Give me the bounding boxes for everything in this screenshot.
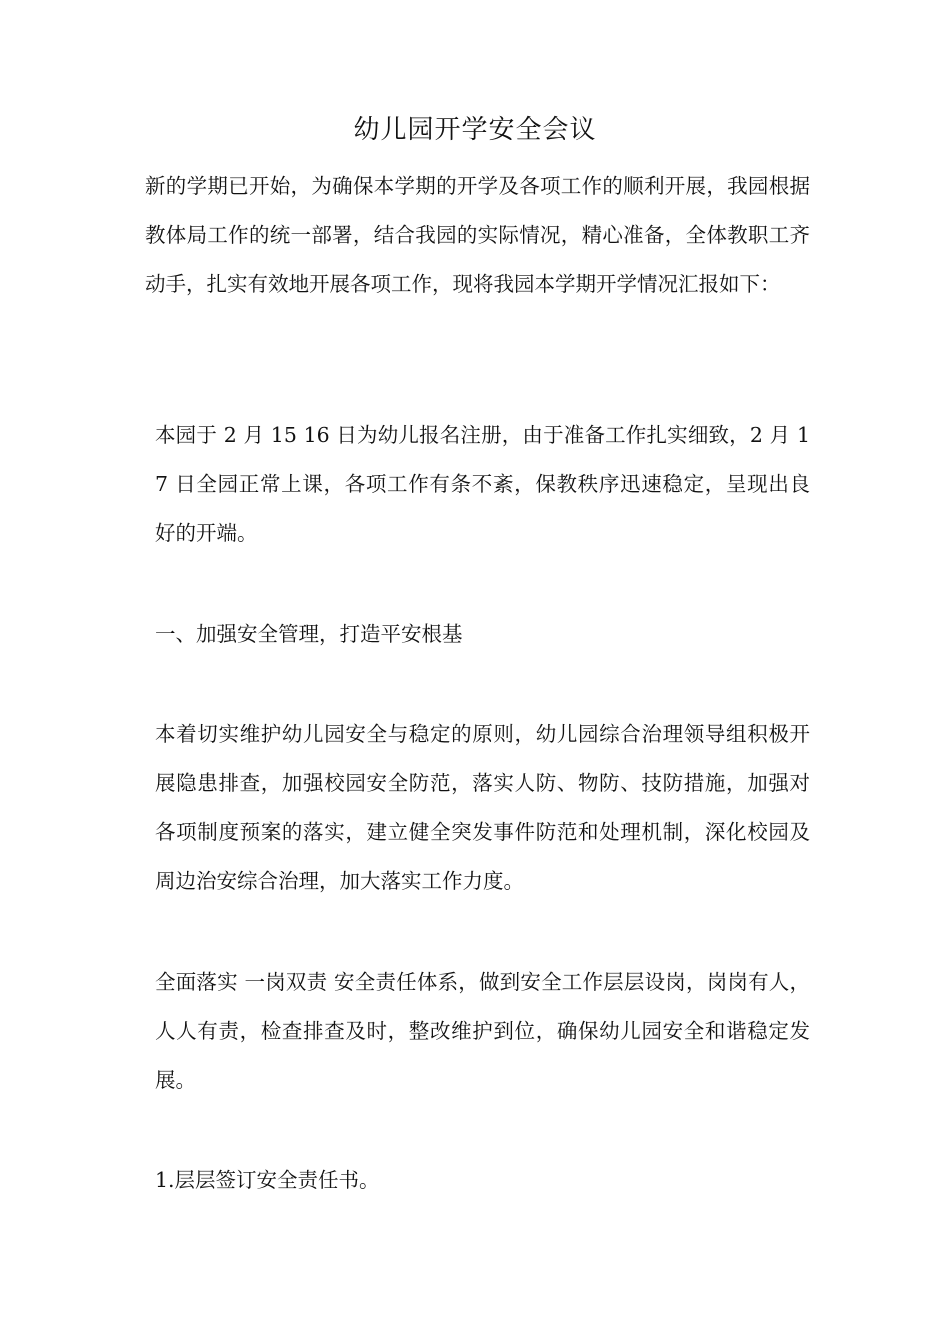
section-heading-safety: 一、加强安全管理，打造平安根基 xyxy=(155,622,463,646)
safety-principle-paragraph: 本着切实维护幼儿园安全与稳定的原则，幼儿园综合治理领导组积极开展隐患排查，加强校园安全防范，落实人防、物防、技防措施，加强对各项制度预案的落实，建立健全突发事件防范和处理机制，深化校园及周边治安综合治理，加大落实工作力度。 xyxy=(155,722,810,893)
list-item-1: 1.层层签订安全责任书。 xyxy=(155,1168,380,1192)
intro-paragraph: 新的学期已开始，为确保本学期的开学及各项工作的顺利开展，我园根据教体局工作的统一部署，结合我园的实际情况，精心准备，全体教职工齐动手，扎实有效地开展各项工作，现将我园本学期开学情况汇报如下： xyxy=(145,174,810,296)
responsibility-system-paragraph: 全面落实 一岗双责 安全责任体系，做到安全工作层层设岗，岗岗有人，人人有责，检查排查及时，整改维护到位，确保幼儿园安全和谐稳定发展。 xyxy=(155,970,810,1092)
document-title: 幼儿园开学安全会议 xyxy=(353,115,597,145)
registration-paragraph: 本园于 2 月 15 16 日为幼儿报名注册，由于准备工作扎实细致，2 月 17 日全园正常上课，各项工作有条不紊，保教秩序迅速稳定，呈现出良好的开端。 xyxy=(155,423,810,545)
